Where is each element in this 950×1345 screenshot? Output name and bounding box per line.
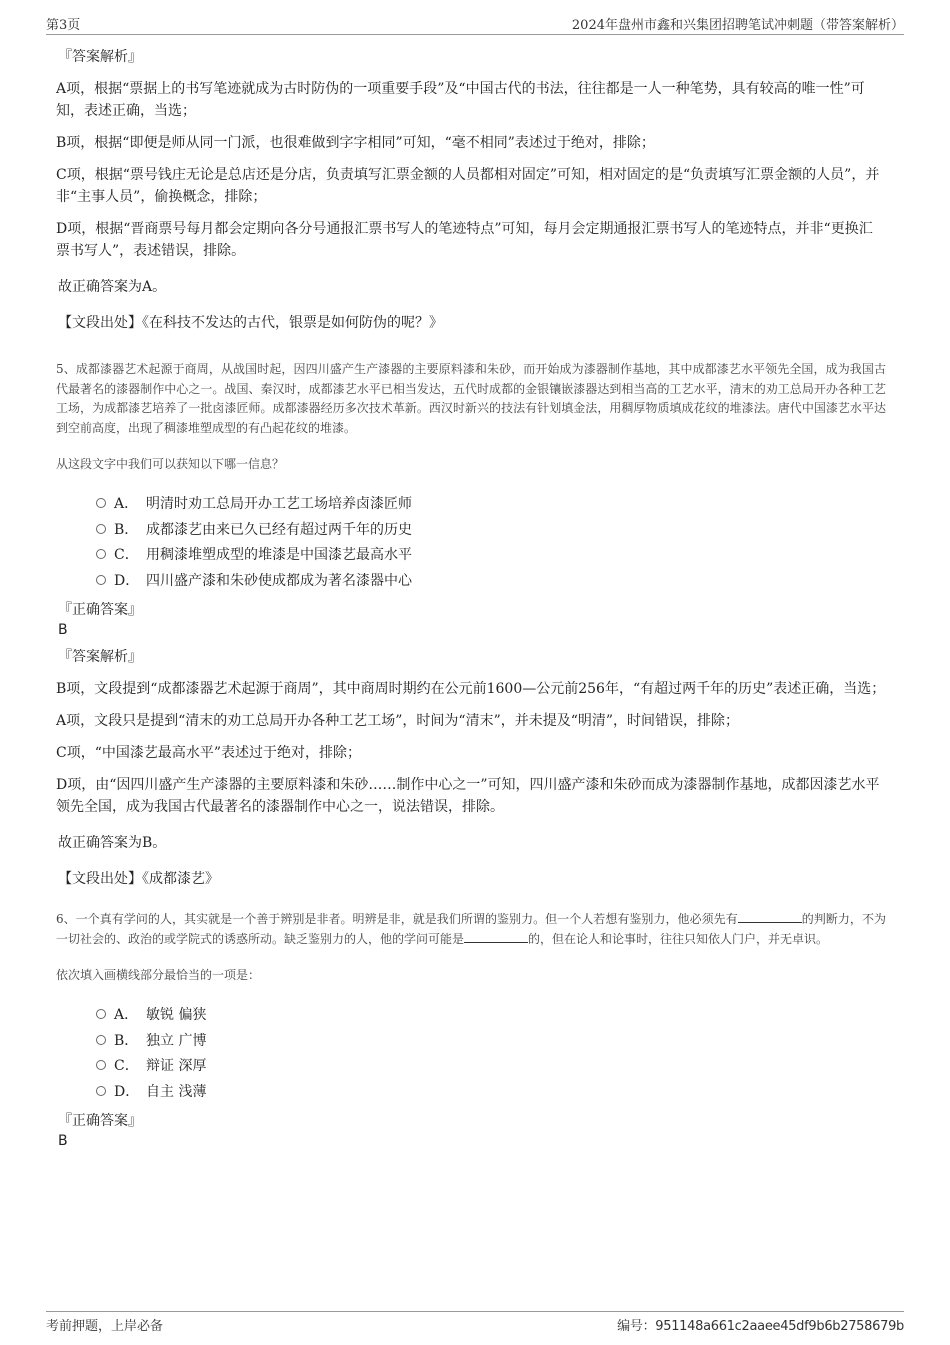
option-letter: C．	[114, 1058, 139, 1074]
fill-blank	[738, 910, 802, 923]
option-d[interactable]	[96, 1080, 886, 1106]
option-letter: B．	[114, 1032, 139, 1049]
footer-slogan: 考前押题，上岸必备	[46, 1319, 164, 1334]
option-c[interactable]	[96, 543, 886, 569]
option-a[interactable]	[96, 492, 886, 518]
text-source: 【文段出处】《成都漆艺》	[58, 871, 219, 887]
option-text: 明清时劝工总局开办工艺工场培养卤漆匠师	[146, 496, 412, 512]
analysis-paragraph: D项，根据“晋商票号每月都会定期向各分号通报汇票书写人的笔迹特点”可知，每月会定期通报汇票书写人的笔迹特点，并非“更换汇票书写人”，表述错误，排除。	[56, 221, 873, 259]
radio-icon[interactable]	[96, 549, 106, 559]
radio-icon[interactable]	[96, 1035, 106, 1045]
question-6-text	[56, 910, 886, 949]
question-6-text-part: 6、一个真有学问的人，其实就是一个善于辨别是非者。明辨是非，就是我们所谓的鉴别力。但一个人若想有鉴别力，他必须先有	[56, 912, 738, 926]
option-letter: C．	[114, 547, 139, 563]
radio-icon[interactable]	[96, 1009, 106, 1019]
radio-icon[interactable]	[96, 1060, 106, 1070]
question-5-options	[96, 492, 886, 594]
radio-icon[interactable]	[96, 1086, 106, 1096]
option-d[interactable]	[96, 569, 886, 595]
analysis-paragraph: A项，根据“票据上的书写笔迹就成为古时防伪的一项重要手段”及“中国古代的书法，往往都是一人一种笔势，具有较高的唯一性”可知，表述正确，当选；	[56, 81, 865, 119]
option-letter: D．	[114, 572, 140, 589]
analysis-paragraph: C项，根据“票号钱庄无论是总店还是分店，负责填写汇票金额的人员都相对固定”可知，相对固定的是“负责填写汇票金额的人员”，并非“主事人员”，偷换概念，排除；	[56, 167, 880, 205]
analysis-paragraph: B项，根据“即便是师从同一门派，也很难做到字字相同”可知，“毫不相同”表述过于绝对，排除；	[56, 135, 655, 151]
analysis-paragraph: D项，由“因四川盛产生产漆器的主要原料漆和朱砂……制作中心之一”可知，四川盛产漆和朱砂而成为漆器制作基地，成都因漆艺水平领先全国，成为我国古代最著名的漆器制作中心之一，说法错误，排除。	[56, 777, 880, 815]
option-letter: A．	[114, 1007, 139, 1023]
correct-answer-label: 『正确答案』	[58, 602, 142, 618]
document-title: 2024年盘州市鑫和兴集团招聘笔试冲刺题（带答案解析）	[571, 18, 904, 33]
correct-answer-value: B	[58, 622, 68, 638]
option-text: 四川盛产漆和朱砂使成都成为著名漆器中心	[146, 572, 412, 589]
text-source: 【文段出处】《在科技不发达的古代，银票是如何防伪的呢？》	[58, 315, 443, 331]
analysis-label: 『答案解析』	[58, 49, 142, 65]
question-6-prompt: 依次填入画横线部分最恰当的一项是：	[56, 968, 261, 982]
analysis-label: 『答案解析』	[58, 649, 142, 665]
option-text: 自主 浅薄	[146, 1083, 207, 1100]
option-text: 用稠漆堆塑成型的堆漆是中国漆艺最高水平	[146, 547, 412, 563]
page-footer	[46, 1311, 904, 1338]
page-number: 第3页	[46, 18, 81, 33]
option-b[interactable]	[96, 518, 886, 544]
radio-icon[interactable]	[96, 575, 106, 585]
option-text: 敏锐 偏狭	[146, 1007, 207, 1023]
page-content	[56, 40, 886, 1151]
option-text: 辩证 深厚	[146, 1058, 207, 1074]
analysis-paragraph: B项，文段提到“成都漆器艺术起源于商周”，其中商周时期约在公元前1600—公元前256年，“有超过两千年的历史”表述正确，当选；	[56, 681, 886, 697]
question-6-options	[96, 1003, 886, 1105]
analysis-paragraph: C项，“中国漆艺最高水平”表述过于绝对，排除；	[56, 745, 362, 761]
page-header	[46, 12, 904, 35]
option-b[interactable]	[96, 1029, 886, 1055]
option-a[interactable]	[96, 1003, 886, 1029]
option-letter: A．	[114, 496, 139, 512]
option-letter: B．	[114, 521, 139, 538]
analysis-paragraph: A项，文段只是提到“清末的劝工总局开办各种工艺工场”，时间为“清末”，并未提及“明清”，时间错误，排除；	[56, 713, 740, 729]
question-5-text: 5、成都漆器艺术起源于商周，从战国时起，因四川盛产生产漆器的主要原料漆和朱砂，而开始成为漆器制作基地，其中成都漆艺水平领先全国，成为我国古代最著名的漆器制作中心之一。战国、秦汉时，成都漆艺水平已相当发达，五代时成都的金银镶嵌漆器达到相当高的工艺水平，清末的劝工总局开办各种工艺工场，为成都漆艺培养了一批卤漆匠师。成都漆器经历多次技术革新。西汉时新兴的技法有针划填金法，用稠厚物质填成花纹的堆漆法。唐代中国漆艺水平达到空前高度，出现了稠漆堆塑成型的有凸起花纹的堆漆。	[56, 362, 886, 435]
radio-icon[interactable]	[96, 524, 106, 534]
question-6-text-part: 的判断力，不为一切社会的、政治的或学院式的诱惑所动。缺乏鉴别力的人，他的学问可能是	[56, 912, 886, 946]
fill-blank	[464, 930, 528, 943]
correct-answer-value: B	[58, 1133, 68, 1149]
conclusion: 故正确答案为A。	[58, 279, 167, 295]
option-letter: D．	[114, 1083, 140, 1100]
document-id: 编号：951148a661c2aaee45df9b6b2758679b	[617, 1319, 904, 1334]
question-6-text-part: 的，但在论人和论事时，往往只知依人门户，并无卓识。	[528, 931, 829, 946]
option-text: 独立 广博	[146, 1032, 207, 1049]
question-5-prompt: 从这段文字中我们可以获知以下哪一信息？	[56, 457, 285, 471]
radio-icon[interactable]	[96, 498, 106, 508]
correct-answer-label: 『正确答案』	[58, 1113, 142, 1129]
option-text: 成都漆艺由来已久已经有超过两千年的历史	[146, 521, 412, 538]
option-c[interactable]	[96, 1054, 886, 1080]
conclusion: 故正确答案为B。	[58, 835, 167, 851]
